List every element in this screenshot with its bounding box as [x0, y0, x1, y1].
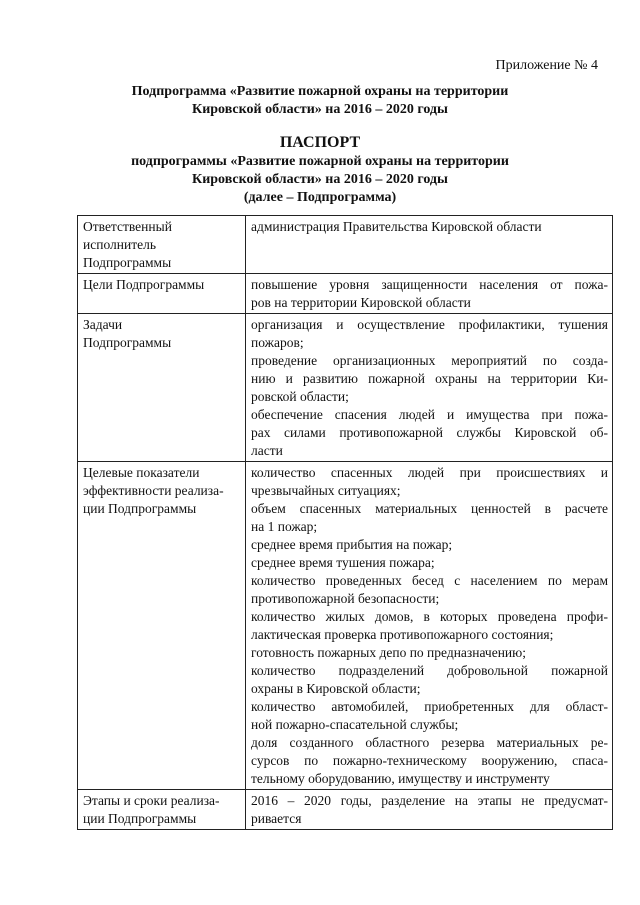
row-value-cell [246, 462, 613, 790]
row-value-line: готовность пожарных депо по предназначению; [251, 645, 526, 660]
passport-heading [0, 133, 640, 207]
row-value-line: ласти [251, 443, 283, 458]
row-label-line: Подпрограммы [83, 255, 172, 270]
row-value-line: количество спасенных людей при происшествиях и [251, 465, 608, 480]
passport-subtitle-line: (далее – Подпрограмма) [243, 190, 397, 205]
table-row [78, 274, 613, 314]
row-value-line: противопожарной безопасности; [251, 591, 440, 606]
row-label-line: Целевые показатели [83, 465, 200, 480]
row-value-line: количество жилых домов, в которых проведена профи- [251, 609, 608, 624]
row-value-line: обеспечение спасения людей и имущества при пожа- [251, 407, 608, 422]
passport-subtitle-line: Кировской области» на 2016 – 2020 годы [192, 172, 448, 187]
row-value-line: организация и осуществление профилактики, тушения [251, 317, 608, 332]
row-value-line: чрезвычайных ситуациях; [251, 483, 401, 498]
row-value-line: доля созданного областного резерва материальных ре- [251, 735, 608, 750]
row-value-line: ров на территории Кировской области [251, 295, 471, 310]
row-label-line: ции Подпрограммы [83, 811, 197, 826]
row-label-line: Задачи [83, 317, 123, 332]
row-value-line: рах силами противопожарной службы Кировской об- [251, 425, 608, 440]
row-value-line: 2016 – 2020 годы, разделение на этапы не предусмат- [251, 793, 608, 808]
row-label-line: эффективности реализа- [83, 483, 224, 498]
row-label-cell [78, 462, 246, 790]
row-value-line: среднее время прибытия на пожар; [251, 537, 453, 552]
row-value-line: повышение уровня защищенности населения от пожа- [251, 277, 608, 292]
row-value-line: пожаров; [251, 335, 304, 350]
row-value-line: количество автомобилей, приобретенных для област- [251, 699, 608, 714]
document-title [0, 83, 640, 119]
row-value-line: ной пожарно-спасательной службы; [251, 717, 459, 732]
row-label-cell [78, 314, 246, 462]
row-value-cell [246, 790, 613, 830]
passport-title: ПАСПОРТ [279, 134, 361, 151]
row-label-line: Ответственный [83, 219, 172, 234]
row-value-line: охраны в Кировской области; [251, 681, 421, 696]
row-label-cell [78, 216, 246, 274]
table-row [78, 314, 613, 462]
table-row [78, 790, 613, 830]
row-label-line: Этапы и сроки реализа- [83, 793, 220, 808]
row-value-line: тельному оборудованию, имуществу и инструменту [251, 771, 550, 786]
table-row [78, 462, 613, 790]
row-value-line: на 1 пожар; [251, 519, 318, 534]
row-value-line: ривается [251, 811, 302, 826]
row-value-line: сурсов по пожарно-техническому вооружению, спаса- [251, 753, 608, 768]
row-value-line: количество проведенных бесед с населением по мерам [251, 573, 608, 588]
row-label-line: Подпрограммы [83, 335, 172, 350]
row-value-line: ровской области; [251, 389, 349, 404]
table-row [78, 216, 613, 274]
row-label-line: Цели Подпрограммы [83, 277, 205, 292]
row-value-cell [246, 314, 613, 462]
document-title-line: Кировской области» на 2016 – 2020 годы [192, 102, 448, 117]
row-value-line: проведение организационных мероприятий по созда- [251, 353, 608, 368]
row-value-line: среднее время тушения пожара; [251, 555, 435, 570]
row-value-line: администрация Правительства Кировской области [251, 219, 542, 234]
row-value-line: лактическая проверка противопожарного состояния; [251, 627, 554, 642]
appendix-number: Приложение № 4 [495, 58, 598, 73]
row-label-line: исполнитель [83, 237, 156, 252]
document-title-line: Подпрограмма «Развитие пожарной охраны на территории [131, 84, 509, 99]
row-value-line: объем спасенных материальных ценностей в расчете [251, 501, 608, 516]
row-label-line: ции Подпрограммы [83, 501, 197, 516]
row-label-cell [78, 274, 246, 314]
row-value-cell [246, 216, 613, 274]
row-value-cell [246, 274, 613, 314]
passport-subtitle-line: подпрограммы «Развитие пожарной охраны на территории [131, 154, 509, 169]
row-label-cell [78, 790, 246, 830]
passport-table [77, 215, 613, 830]
row-value-line: нию и развитию пожарной охраны на территории Ки- [251, 371, 608, 386]
row-value-line: количество подразделений добровольной пожарной [251, 663, 608, 678]
